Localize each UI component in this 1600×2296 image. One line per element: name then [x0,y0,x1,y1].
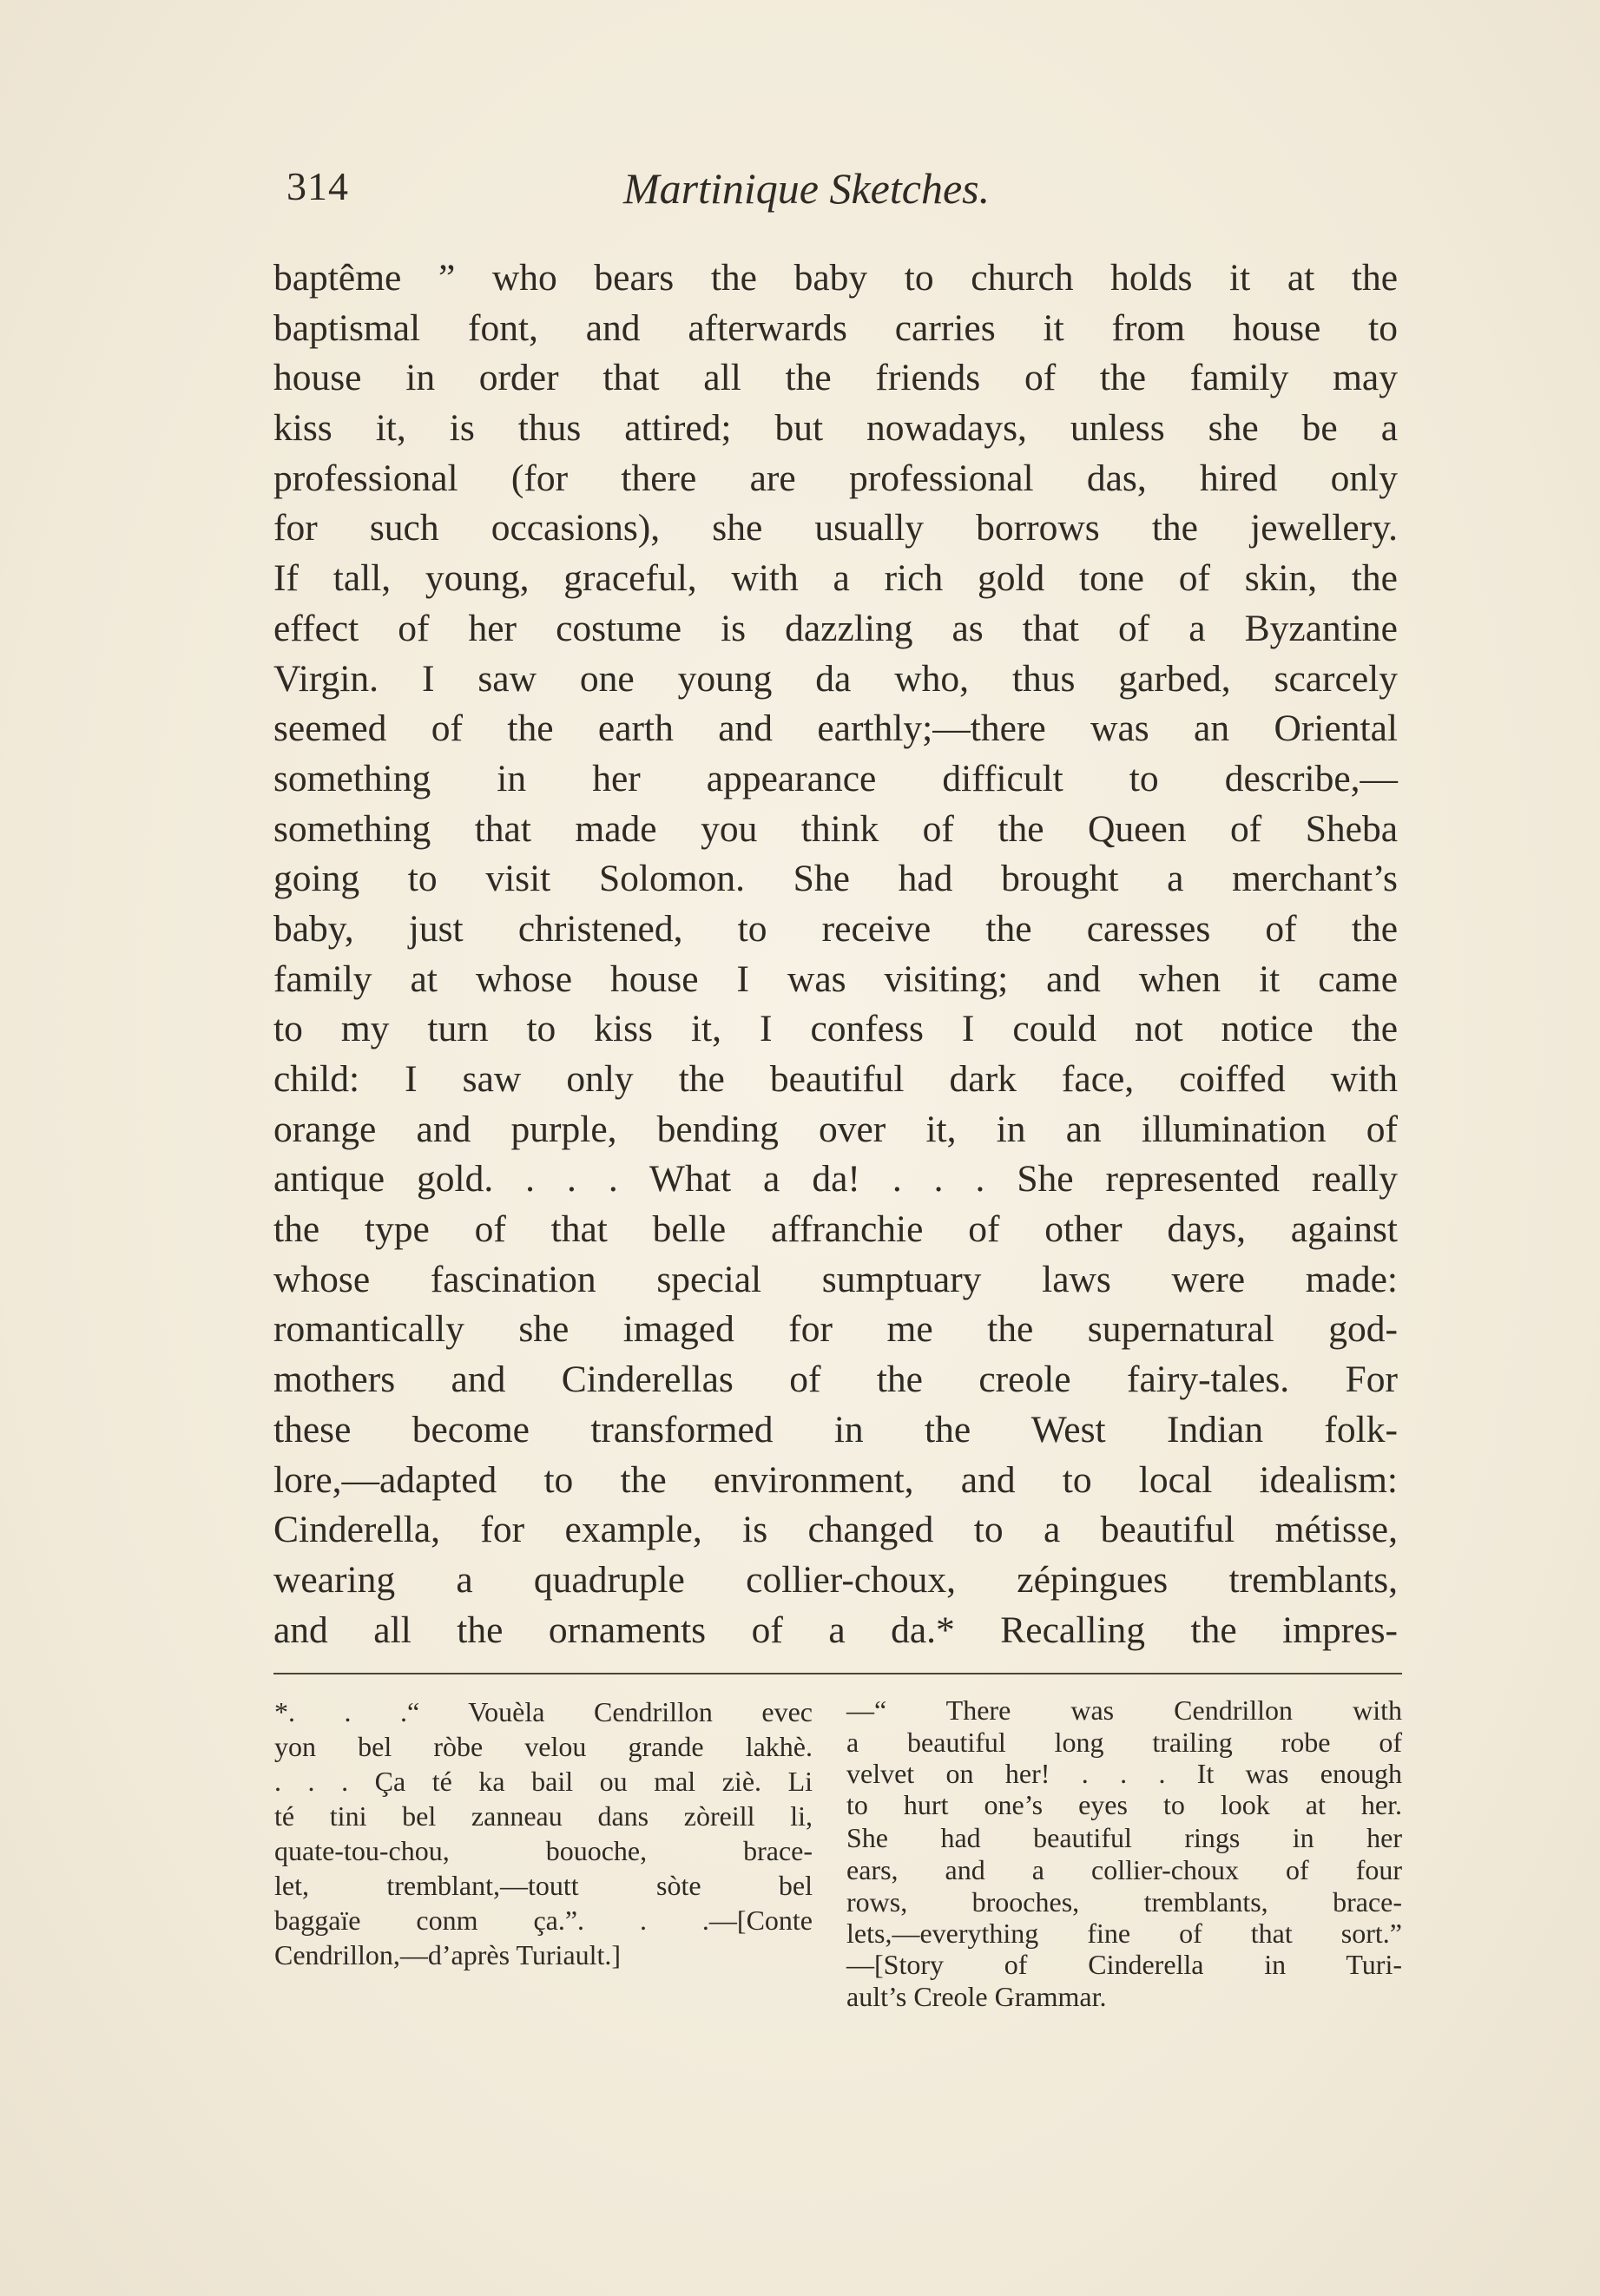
footnote-line: ears, and a collier-choux of four [846,1853,1402,1885]
body-line: professional (for there are professional das, hired only [273,457,1398,499]
body-line: lore,—adapted to the environment, and to local idealism: [273,1458,1398,1501]
body-line: effect of her costume is dazzling as that of a Byzantine [273,607,1398,649]
body-line: Virgin. I saw one young da who, thus garbed, scarcely [273,657,1398,700]
body-line: for such occasions), she usually borrows the jewellery. [273,507,1398,549]
footnote-line: rows, brooches, tremblants, brace- [846,1885,1402,1918]
body-line: orange and purple, bending over it, in an illumination of [273,1108,1398,1150]
footnote-line: . . . Ça té ka bail ou mal ziè. Li [274,1766,813,1797]
page-number: 314 [286,164,349,208]
body-line: and all the ornaments of a da.* Recalling the impres- [273,1609,1398,1651]
body-line: antique gold. . . . What a da! . . . She represented really [273,1158,1398,1201]
body-line: child: I saw only the beautiful dark face, coiffed with [273,1058,1398,1100]
footnote-creole-column [274,1694,813,1972]
footnote-divider [273,1673,1402,1674]
running-title: Martinique Sketches. [623,164,991,213]
footnote-line: *. . .“ Vouèla Cendrillon evec [274,1696,813,1727]
footnote-line: baggaïe conm ça.”. . .—[Conte [274,1905,813,1936]
body-line: baby, just christened, to receive the caresses of the [273,907,1398,950]
body-line: seemed of the earth and earthly;—there was an Oriental [273,707,1398,750]
footnote-line: —“ There was Cendrillon with [846,1694,1402,1726]
body-line: whose fascination special sumptuary laws were made: [273,1258,1398,1300]
body-text [273,253,1398,1655]
footnote-line: to hurt one’s eyes to look at her. [846,1789,1402,1821]
footnote-line: She had beautiful rings in her [846,1821,1402,1853]
footnote-line: —[Story of Cinderella in Turi- [846,1949,1402,1981]
body-line: baptismal font, and afterwards carries it from house to [273,306,1398,349]
body-line: to my turn to kiss it, I confess I could not notice the [273,1008,1398,1050]
footnote-line: let, tremblant,—toutt sòte bel [274,1870,813,1901]
footnote-line: yon bel ròbe velou grande lakhè. [274,1731,813,1762]
body-line: these become transformed in the West Indian folk- [273,1408,1398,1451]
footnote-translation-column [846,1694,1402,2014]
body-line: something in her appearance difficult to describe,— [273,757,1398,799]
body-line: going to visit Solomon. She had brought a merchant’s [273,858,1398,900]
footnote-line: té tini bel zanneau dans zòreill li, [274,1800,813,1832]
running-header [286,163,1398,224]
footnote-line: a beautiful long trailing robe of [846,1727,1402,1759]
footnote-line: lets,—everything fine of that sort.” [846,1918,1402,1950]
body-line: Cinderella, for example, is changed to a beautiful métisse, [273,1509,1398,1551]
body-line: family at whose house I was visiting; and when it came [273,957,1398,1000]
body-line: something that made you think of the Queen of Sheba [273,807,1398,850]
body-line: wearing a quadruple collier-choux, zépingues tremblants, [273,1558,1398,1601]
body-line: baptême ” who bears the baby to church holds it at the [273,257,1398,299]
footnote-line: velvet on her! . . . It was enough [846,1758,1402,1790]
footnote-line: quate-tou-chou, bouoche, brace- [274,1835,813,1866]
footnote-line: ault’s Creole Grammar. [846,1981,1107,2013]
body-line: If tall, young, graceful, with a rich gold tone of skin, the [273,557,1398,600]
body-line: kiss it, is thus attired; but nowadays, unless she be a [273,407,1398,450]
body-line: house in order that all the friends of the family may [273,357,1398,399]
footnote-line: Cendrillon,—d’après Turiault.] [274,1939,622,1970]
body-line: romantically she imaged for me the supernatural god- [273,1308,1398,1351]
body-line: the type of that belle affranchie of other days, against [273,1208,1398,1251]
body-line: mothers and Cinderellas of the creole fairy-tales. For [273,1359,1398,1401]
